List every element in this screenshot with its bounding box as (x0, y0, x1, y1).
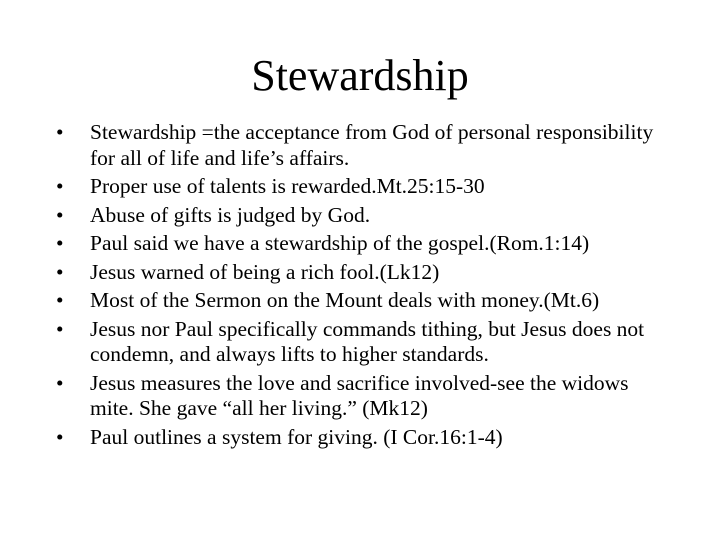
bullet-item (50, 317, 675, 368)
bullet-item (50, 231, 675, 257)
bullet-text: Stewardship =the acceptance from God of personal responsibility for all of life and life’s affairs. (90, 120, 654, 170)
bullet-icon: • (56, 202, 64, 227)
bullet-item (50, 260, 675, 286)
bullet-icon: • (56, 288, 64, 312)
bullet-text: Proper use of talents is rewarded.Mt.25:15-30 (90, 174, 485, 198)
bullet-item (50, 371, 675, 422)
bullet-icon: • (56, 370, 64, 395)
bullet-icon: • (56, 424, 64, 449)
bullet-icon: • (56, 174, 64, 198)
bullet-text: Jesus nor Paul specifically commands tithing, but Jesus does not condemn, and always lifts to higher standards. (90, 316, 645, 366)
bullet-list (50, 120, 675, 453)
bullet-item (50, 425, 675, 451)
bullet-icon: • (56, 316, 64, 341)
bullet-icon: • (56, 231, 64, 255)
bullet-text: Jesus warned of being a rich fool.(Lk12) (90, 259, 440, 284)
bullet-item (50, 203, 675, 229)
slide-title: Stewardship (251, 51, 469, 100)
bullet-item (50, 120, 675, 171)
bullet-icon: • (56, 259, 64, 284)
bullet-text: Abuse of gifts is judged by God. (90, 202, 371, 227)
bullet-item (50, 288, 675, 314)
bullet-text: Jesus measures the love and sacrifice involved-see the widows mite. She gave “all her living.” (Mk12) (90, 370, 629, 420)
bullet-text: Most of the Sermon on the Mount deals with money.(Mt.6) (90, 288, 600, 312)
bullet-item (50, 174, 675, 200)
bullet-icon: • (56, 120, 64, 144)
bullet-text: Paul outlines a system for giving. (I Cor.16:1-4) (90, 424, 503, 449)
bullet-text: Paul said we have a stewardship of the gospel.(Rom.1:14) (90, 231, 590, 255)
